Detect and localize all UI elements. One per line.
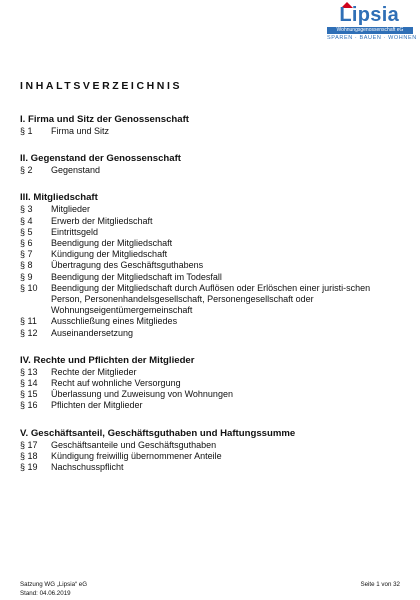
toc-entry bbox=[20, 316, 392, 327]
toc-entry-number: § 4 bbox=[20, 215, 33, 226]
toc-entry-number: § 10 bbox=[20, 282, 38, 293]
toc-entry-label: Gegenstand bbox=[51, 165, 101, 176]
toc-entry-number: § 12 bbox=[20, 327, 38, 338]
toc-entry-number: § 9 bbox=[20, 271, 33, 282]
toc-entry bbox=[20, 328, 392, 339]
toc-entry-label: Überlassung und Zuweisung von Wohnungen bbox=[51, 389, 233, 400]
toc-entry-label: Pflichten der Mitglieder bbox=[51, 400, 143, 411]
toc-entry bbox=[20, 260, 392, 271]
toc-entry bbox=[20, 126, 392, 137]
toc-entry bbox=[20, 283, 392, 317]
toc-entry bbox=[20, 227, 392, 238]
toc-entry-label: Beendigung der Mitgliedschaft im Todesfall bbox=[51, 271, 222, 282]
footer-page-number: Seite 1 von 32 bbox=[360, 581, 400, 588]
toc-section-heading: III. Mitgliedschaft bbox=[20, 192, 98, 204]
toc-entry bbox=[20, 367, 392, 378]
toc-entry-number: § 6 bbox=[20, 238, 33, 249]
toc-entry-number: § 18 bbox=[20, 450, 38, 461]
toc-entry-label: Beendigung der Mitgliedschaft durch Auflösen oder Erlöschen einer juristi-schen Person, Personenhandelsgesellschaft, Personengesellschaft oder Wohnungseigentümergemeinschaft bbox=[51, 282, 371, 316]
logo-bar: Wohnungsgenossenschaft eG bbox=[327, 27, 413, 34]
toc-entry-number: § 16 bbox=[20, 400, 38, 411]
toc-entry bbox=[20, 249, 392, 260]
toc-entry bbox=[20, 451, 392, 462]
toc-section bbox=[20, 191, 392, 338]
lipsia-logo bbox=[307, 4, 417, 48]
toc-entry-label: Rechte der Mitglieder bbox=[51, 366, 137, 377]
toc-section bbox=[20, 427, 392, 474]
footer-document-name: Satzung WG „Lipsia“ eG bbox=[20, 581, 88, 588]
toc-entry-number: § 8 bbox=[20, 260, 33, 271]
toc-entry-label: Kündigung der Mitgliedschaft bbox=[51, 249, 168, 260]
toc-entry-number: § 15 bbox=[20, 389, 38, 400]
toc-entry-label: Firma und Sitz bbox=[51, 126, 110, 136]
logo-tagline: SPAREN · BAUEN · WOHNEN bbox=[327, 35, 417, 41]
toc-section-heading: I. Firma und Sitz der Genossenschaft bbox=[20, 114, 189, 125]
toc-entry-label: Auseinandersetzung bbox=[51, 327, 134, 338]
toc-entry bbox=[20, 378, 392, 389]
toc-entry bbox=[20, 462, 392, 473]
toc-entry-label: Recht auf wohnliche Versorgung bbox=[51, 378, 181, 389]
footer-date: Stand: 04.06.2019 bbox=[20, 590, 71, 597]
toc-entry bbox=[20, 389, 392, 400]
toc-entry-number: § 19 bbox=[20, 462, 38, 473]
toc-section-heading: V. Geschäftsanteil, Geschäftsguthaben und Haftungssumme bbox=[20, 427, 296, 439]
toc-entry-number: § 17 bbox=[20, 439, 38, 450]
toc-entry bbox=[20, 204, 392, 215]
toc-entry-label: Geschäftsanteile und Geschäftsguthaben bbox=[51, 439, 217, 450]
toc-entry-number: § 14 bbox=[20, 378, 38, 389]
toc-section bbox=[20, 152, 392, 176]
toc-entry-label: Eintrittsgeld bbox=[51, 226, 99, 237]
toc-entry-label: Erwerb der Mitgliedschaft bbox=[51, 215, 153, 226]
toc-entry-label: Nachschusspflicht bbox=[51, 462, 124, 473]
toc-entry-label: Beendigung der Mitgliedschaft bbox=[51, 238, 173, 249]
toc-entry bbox=[20, 238, 392, 249]
toc-entry bbox=[20, 165, 392, 176]
toc-entry-label: Ausschließung eines Mitgliedes bbox=[51, 316, 178, 327]
toc-entry-number: § 2 bbox=[20, 165, 33, 176]
toc-section-heading: II. Gegenstand der Genossenschaft bbox=[20, 153, 182, 165]
toc-entry-number: § 7 bbox=[20, 249, 33, 260]
logo-wordmark: Lipsia bbox=[339, 4, 399, 26]
toc-entry bbox=[20, 400, 392, 411]
table-of-contents bbox=[20, 113, 392, 488]
toc-section-heading: IV. Rechte und Pflichten der Mitglieder bbox=[20, 354, 195, 366]
footer-left bbox=[20, 580, 87, 598]
toc-entry-number: § 1 bbox=[20, 126, 33, 136]
toc-entry-number: § 13 bbox=[20, 366, 38, 377]
toc-section bbox=[20, 113, 392, 137]
toc-section bbox=[20, 354, 392, 412]
toc-entry bbox=[20, 216, 392, 227]
toc-entry-number: § 11 bbox=[20, 316, 37, 327]
toc-entry bbox=[20, 272, 392, 283]
toc-entry-number: § 5 bbox=[20, 226, 33, 237]
toc-entry-label: Kündigung freiwillig übernommener Anteile bbox=[51, 450, 222, 461]
page-title: INHALTSVERZEICHNIS bbox=[20, 80, 183, 92]
toc-entry-number: § 3 bbox=[20, 204, 33, 215]
toc-entry-label: Übertragung des Geschäftsguthabens bbox=[51, 260, 204, 271]
toc-entry-label: Mitglieder bbox=[51, 204, 91, 215]
toc-entry bbox=[20, 440, 392, 451]
